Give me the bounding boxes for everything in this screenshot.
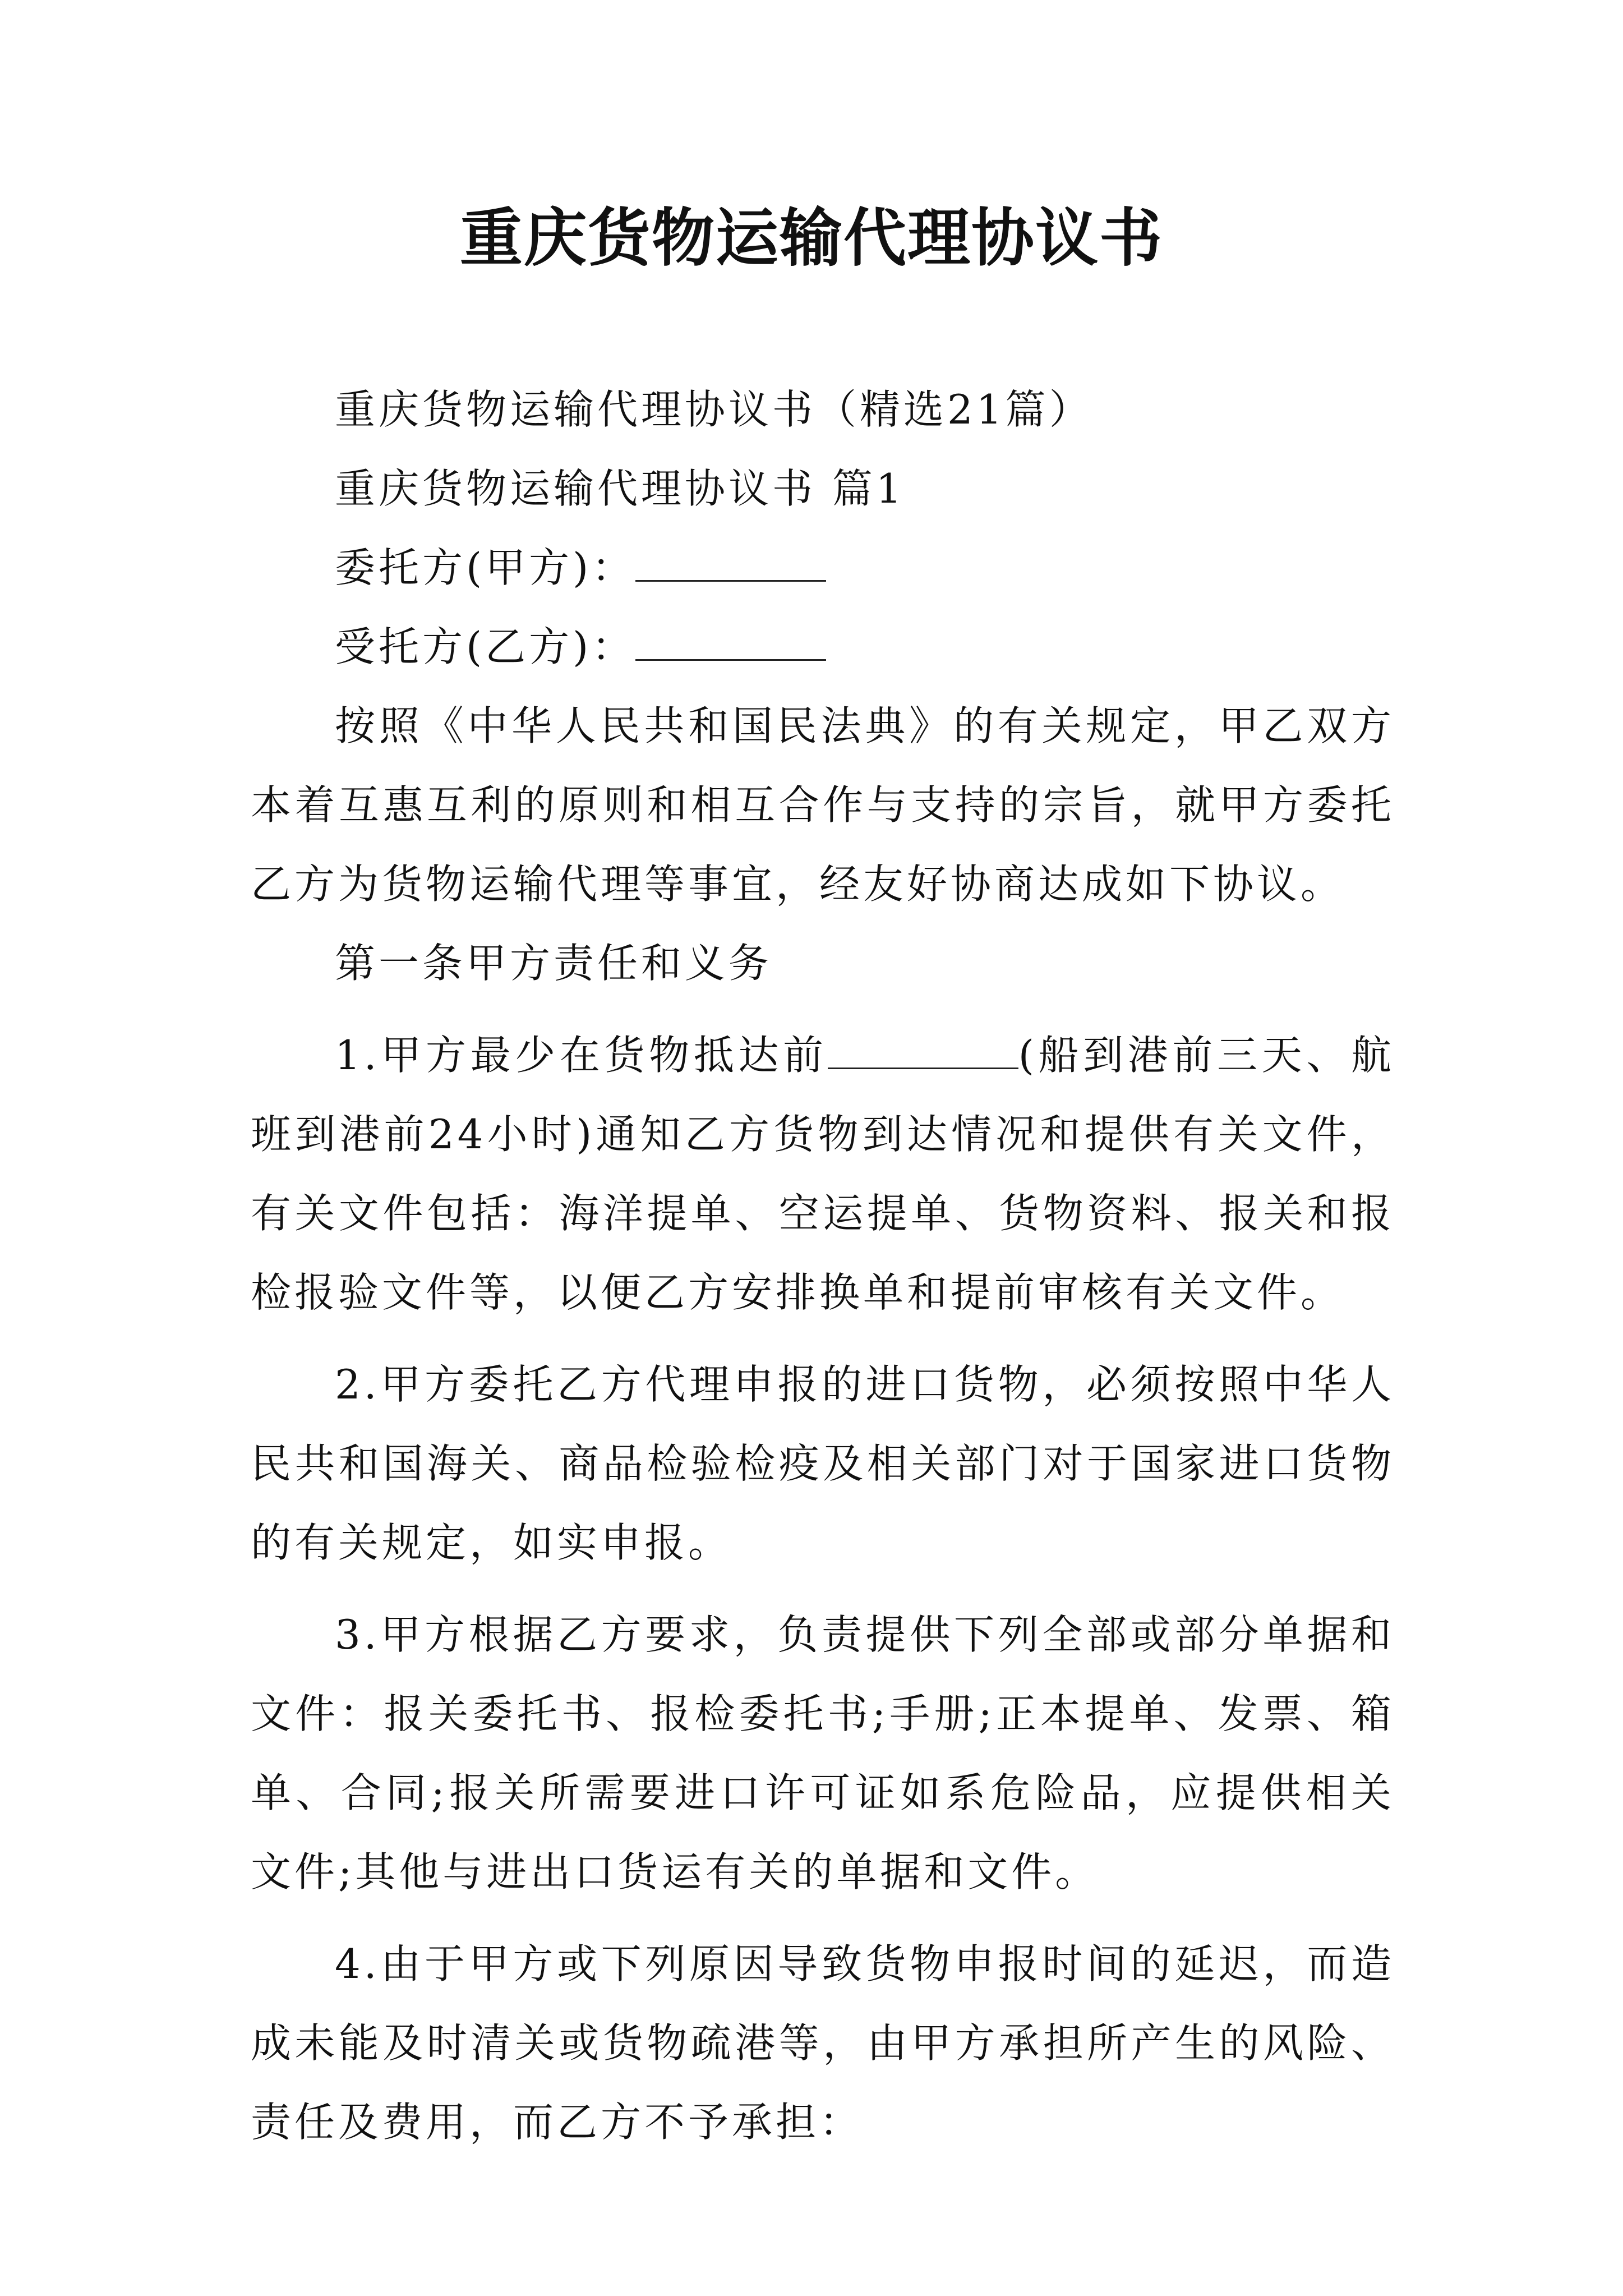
party-b-blank — [635, 623, 826, 661]
party-a-blank — [635, 544, 826, 582]
party-a-line — [251, 528, 1395, 608]
clause-1-suffix: (船到港前三天、航班到港前24小时)通知乙方货物到达情况和提供有关文件，有关文件包括：海洋提单、空运提单、货物资料、报关和报检报验文件等，以便乙方安排换单和提前审核有关文件。 — [251, 1032, 1395, 1316]
clause-1 — [251, 1016, 1395, 1332]
document-body — [251, 370, 1395, 2175]
clause-4: 4.由于甲方或下列原因导致货物申报时间的延迟，而造成未能及时清关或货物疏港等，由甲方承担所产生的风险、责任及费用，而乙方不予承担： — [251, 1940, 1395, 2146]
document-title: 重庆货物运输代理协议书 — [460, 201, 1163, 275]
clause-1-prefix: 1.甲方最少在货物抵达前 — [335, 1032, 828, 1079]
clause-3: 3.甲方根据乙方要求，负责提供下列全部或部分单据和文件：报关委托书、报检委托书;手册;正本提单、发票、箱单、合同;报关所需要进口许可证如系危险品，应提供相关文件;其他与进出口货运有关的单据和文件。 — [251, 1611, 1395, 1895]
clause-1-blank — [828, 1031, 1018, 1069]
clause-2: 2.甲方委托乙方代理申报的进口货物，必须按照中华人民共和国海关、商品检验检疫及相关部门对于国家进口货物的有关规定，如实申报。 — [251, 1361, 1395, 1566]
article1-heading: 第一条甲方责任和义务 — [335, 940, 773, 987]
party-b-line — [251, 608, 1395, 687]
intro-paragraph: 按照《中华人民共和国民法典》的有关规定，甲乙双方本着互惠互利的原则和相互合作与支持的宗旨，就甲方委托乙方为货物运输代理等事宜，经友好协商达成如下协议。 — [251, 702, 1395, 908]
document-subtitle: 重庆货物运输代理协议书（精选21篇） — [335, 386, 1093, 433]
party-a-label: 委托方(甲方)： — [335, 544, 636, 591]
chapter-heading: 重庆货物运输代理协议书 篇1 — [335, 465, 905, 512]
party-b-label: 受托方(乙方)： — [335, 623, 636, 670]
